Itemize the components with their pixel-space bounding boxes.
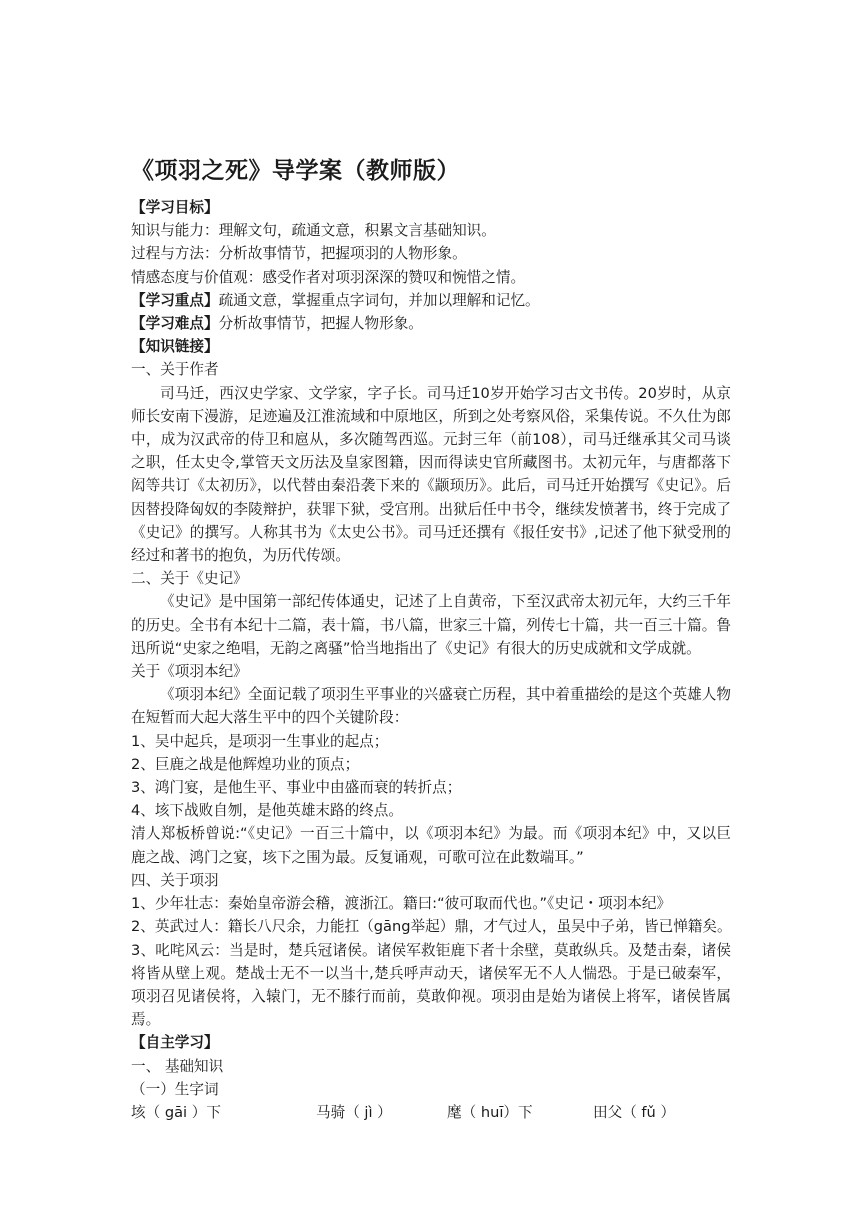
shiji-paragraph: 《史记》是中国第一部纪传体通史，记述了上自黄帝，下至汉武帝太初元年，大约三千年的历史。全书有本纪十二篇，表十篇，书八篇，世家三十篇，列传七十篇，共一百三十篇。鲁迅所说“史家之绝唱，无韵之离骚”恰当地指出了《史记》有很大的历史成就和文学成就。 [131, 593, 731, 657]
links-heading: 【知识链接】 [131, 338, 219, 356]
page-title: 《项羽之死》导学案（教师版） [131, 158, 460, 184]
stage-item: 2、巨鹿之战是他辉煌功业的顶点； [131, 755, 360, 773]
xiangyu-item: 2、英武过人：籍长八尺余，力能扛（gāng举起）鼎，才气过人，虽吴中子弟，皆已惮籍矣。 [131, 918, 732, 936]
xiangyu-item: 1、少年壮志：秦始皇帝游会稽，渡浙江。籍曰:“彼可取而代也。”《史记・项羽本纪》 [131, 895, 672, 913]
shiji-heading: 二、关于《史记》 [131, 570, 248, 588]
stage-item: 3、鸿门宴，是他生平、事业中由盛而衰的转折点； [131, 779, 462, 797]
goals-heading: 【学习目标】 [131, 199, 219, 216]
xiangyu-heading: 四、关于项羽 [131, 871, 219, 889]
pinyin-word: 马骑（ jì ） [316, 1103, 392, 1121]
basic-knowledge-heading: 一、 基础知识 [131, 1057, 224, 1075]
key-point-text: 疏通文意，掌握重点字词句，并加以理解和记忆。 [218, 291, 540, 309]
author-paragraph: 司马迁，西汉史学家、文学家，字子长。司马迁10岁开始学习古文书传。20岁时，从京师长安南下漫游，足迹遍及江淮流域和中原地区，所到之处考察风俗，采集传说。不久仕为郎中，成为汉武帝的侍卫和扈从，多次随驾西巡。元封三年（前108），司马迁继承其父司马谈之职，任太史令,掌管天文历法及皇家图籍，因而得读史官所藏图书。太初元年，与唐都落下闳等共订《太初历》，以代替由秦沿袭下来的《颛顼历》。此后，司马迁开始撰写《史记》。后因替投降匈奴的李陵辩护，获罪下狱，受宫刑。出狱后任中书令，继续发愤著书，终于完成了《史记》的撰写。人称其书为《太史公书》。司马迁还撰有《报任安书》,记述了他下狱受刑的经过和著书的抱负，为历代传颂。 [131, 384, 731, 565]
difficulty [131, 312, 731, 335]
xiangyu-item: 3、叱咤风云：当是时，楚兵冠诸侯。诸侯军救钜鹿下者十余壁，莫敢纵兵。及楚击秦，诸侯将皆从壁上观。楚战士无不一以当十,楚兵呼声动天，诸侯军无不人人惴恐。于是已破秦军，项羽召见诸侯将，入辕门，无不膝行而前，莫敢仰视。项羽由是始为诸侯上将军，诸侯皆属焉。 [131, 941, 731, 1029]
benji-paragraph: 《项羽本纪》全面记载了项羽生平事业的兴盛衰亡历程，其中着重描绘的是这个英雄人物在短暂而大起大落生平中的四个关键阶段： [131, 686, 731, 727]
self-study-heading: 【自主学习】 [131, 1034, 219, 1052]
difficulty-label: 【学习难点】 [131, 315, 219, 333]
stage-item: 4、垓下战败自刎，是他英雄末路的终点。 [131, 802, 403, 820]
pinyin-word: 田父（ fǔ ） [593, 1103, 676, 1121]
zheng-banqiao-quote: 清人郑板桥曾说:“《史记》一百三十篇中，以《项羽本纪》为最。而《项羽本纪》中，又以巨鹿之战、鸿门之宴，垓下之围为最。反复诵观，可歌可泣在此数端耳。” [131, 825, 731, 866]
key-point-label: 【学习重点】 [131, 291, 219, 309]
goal-item: 情感态度与价值观：感受作者对项羽深深的赞叹和惋惜之情。 [131, 268, 526, 286]
document-body [131, 152, 731, 1124]
difficulty-text: 分析故事情节，把握人物形象。 [218, 315, 423, 333]
key-point [131, 289, 731, 312]
pinyin-word: 麾（ huī）下 [447, 1103, 533, 1121]
goal-item: 知识与能力：理解文句，疏通文意，积累文言基础知识。 [131, 222, 496, 240]
vocabulary-heading: （一）生字词 [131, 1080, 219, 1098]
benji-heading: 关于《项羽本纪》 [131, 663, 248, 681]
author-heading: 一、关于作者 [131, 361, 219, 379]
pinyin-row [131, 1101, 731, 1124]
stage-item: 1、吴中起兵，是项羽一生事业的起点； [131, 732, 389, 750]
goal-item: 过程与方法：分析故事情节，把握项羽的人物形象。 [131, 245, 467, 263]
pinyin-word: 垓（ gāi ）下 [131, 1103, 221, 1121]
